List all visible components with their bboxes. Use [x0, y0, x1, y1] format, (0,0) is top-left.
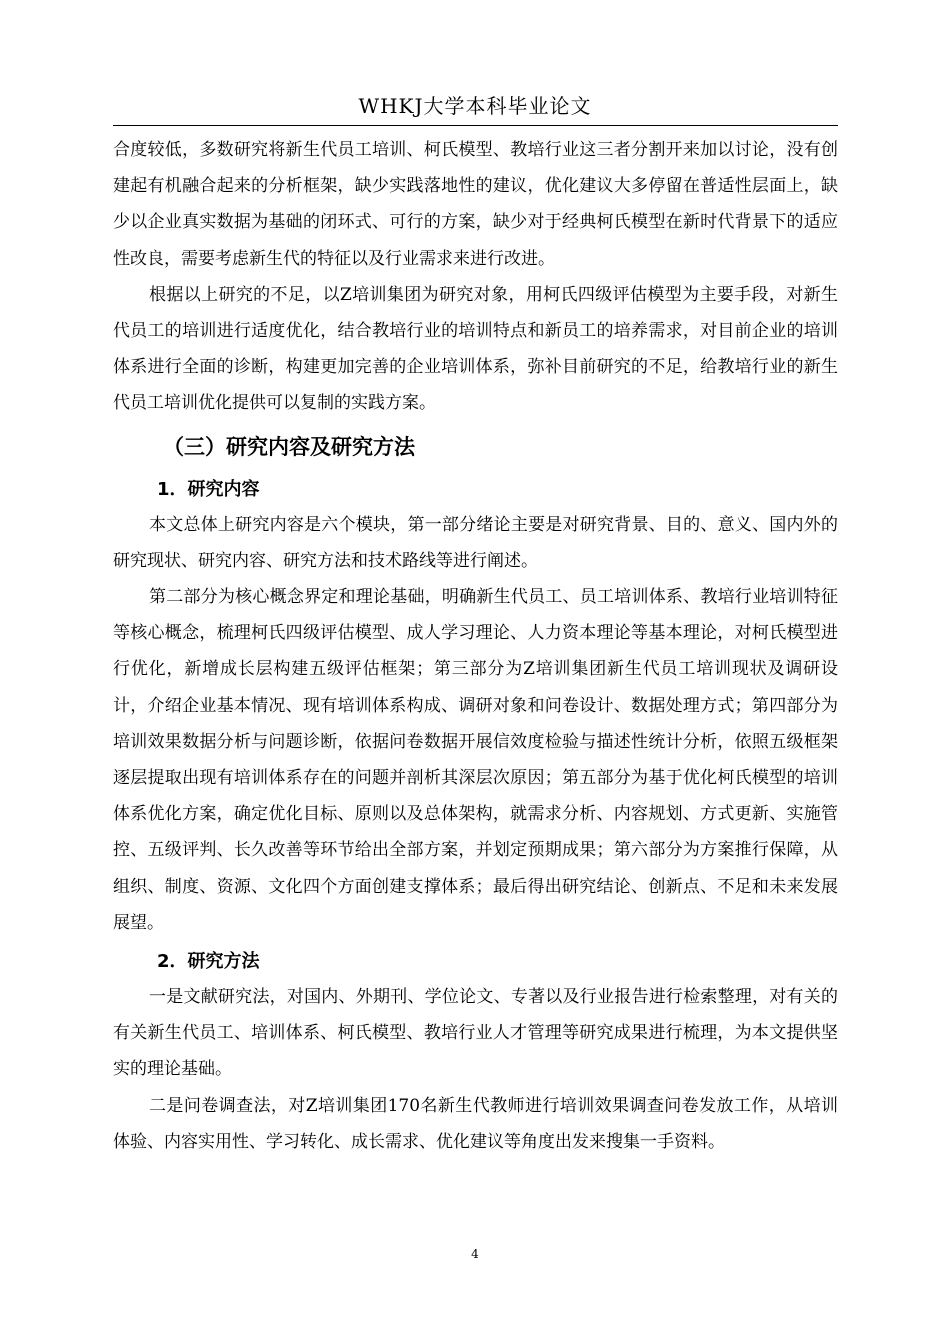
paragraph-intro-continued: 合度较低，多数研究将新生代员工培训、柯氏模型、教培行业这三者分割开来加以讨论，没有创建起有机融合起来的分析框架，缺少实践落地性的建议，优化建议大多停留在普适性层面上，缺少以企业真实数据为基础的闭环式、可行的方案，缺少对于经典柯氏模型在新时代背景下的适应性改良，需要考虑新生代的特征以及行业需求来进行改进。	[113, 140, 838, 269]
paragraph-content-modules: 第二部分为核心概念界定和理论基础，明确新生代员工、员工培训体系、教培行业培训特征等核心概念，梳理柯氏四级评估模型、成人学习理论、人力资本理论等基本理论，对柯氏模型进行优化，新增成长层构建五级评估框架；第三部分为Z培训集团新生代员工培训现状及调研设计，介绍企业基本情况、现有培训体系构成、调研对象和问卷设计、数据处理方式；第四部分为培训效果数据分析与问题诊断，依据问卷数据开展信效度检验与描述性统计分析，依照五级框架逐层提取出现有培训体系存在的问题并剖析其深层次原因；第五部分为基于优化柯氏模型的培训体系优化方案，确定优化目标、原则以及总体架构，就需求分析、内容规划、方式更新、实施管控、五级评判、长久改善等环节给出全部方案，并划定预期成果；第六部分为方案推行保障，从组织、制度、资源、文化四个方面创建支撑体系；最后得出研究结论、创新点、不足和未来发展展望。	[113, 587, 838, 933]
page-number: 4	[471, 1247, 479, 1261]
section-heading: （三）研究内容及研究方法	[163, 434, 415, 459]
paragraph-method-survey: 二是问卷调查法，对Z培训集团170名新生代教师进行培训效果调查问卷发放工作，从培训体验、内容实用性、学习转化、成长需求、优化建议等角度出发来搜集一手资料。	[113, 1095, 838, 1152]
paragraph-method-literature: 一是文献研究法，对国内、外期刊、学位论文、专著以及行业报告进行检索整理，对有关的有关新生代员工、培训体系、柯氏模型、教培行业人才管理等研究成果进行梳理，为本文提供坚实的理论基础。	[113, 987, 838, 1080]
paragraph-research-basis: 根据以上研究的不足，以Z培训集团为研究对象，用柯氏四级评估模型为主要手段，对新生代员工的培训进行适度优化，结合教培行业的培训特点和新员工的培养需求，对目前企业的培训体系进行全面的诊断，构建更加完善的企业培训体系，弥补目前研究的不足，给教培行业的新生代员工培训优化提供可以复制的实践方案。	[113, 284, 838, 414]
subsection-heading-methods: 2．研究方法	[157, 951, 260, 973]
subsection-heading-content: 1．研究内容	[157, 478, 260, 500]
document-body	[113, 132, 838, 1160]
header-divider	[113, 125, 838, 126]
running-header-title: WHKJ大学本科毕业论文	[358, 94, 592, 118]
paragraph-content-overview: 本文总体上研究内容是六个模块，第一部分绪论主要是对研究背景、目的、意义、国内外的研究现状、研究内容、研究方法和技术路线等进行阐述。	[113, 514, 838, 571]
